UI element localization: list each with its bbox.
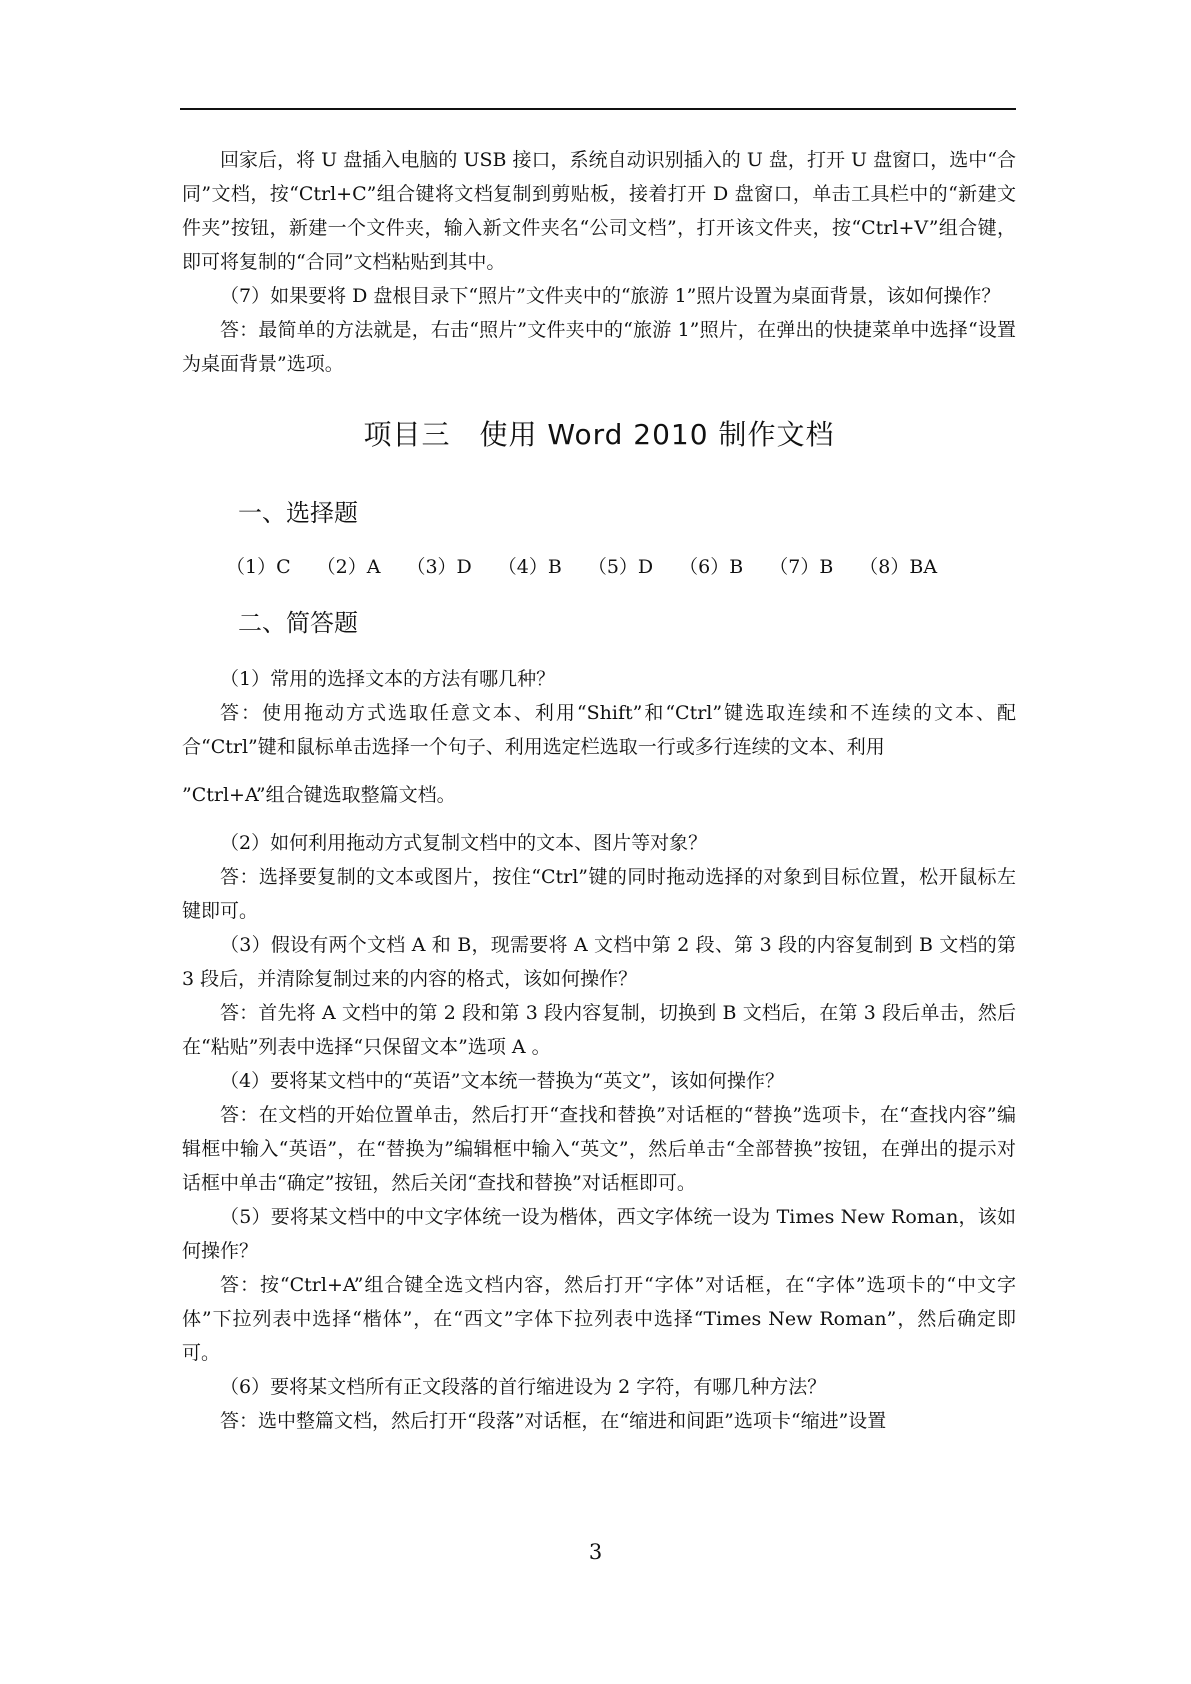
choice-answer: （8）BA xyxy=(859,556,938,578)
question-1: （1）常用的选择文本的方法有哪几种？ xyxy=(220,668,556,690)
choice-answer: （4）B xyxy=(497,556,562,578)
section-title-short-answer: 二、简答题 xyxy=(238,609,358,637)
page-content xyxy=(182,143,1016,1438)
question-7: （7）如果要将 D 盘根目录下“照片”文件夹中的“旅游 1”照片设置为桌面背景，该如何操作？ xyxy=(220,285,1001,307)
answer-2: 答：选择要复制的文本或图片，按住“Ctrl”键的同时拖动选择的对象到目标位置，松开鼠标左键即可。 xyxy=(182,866,1016,922)
chapter-title: 项目三 使用 Word 2010 制作文档 xyxy=(363,418,835,451)
intro-paragraph: 回家后，将 U 盘插入电脑的 USB 接口，系统自动识别插入的 U 盘，打开 U 盘窗口，选中“合同”文档，按“Ctrl+C”组合键将文档复制到剪贴板，接着打开 D 盘窗口，单击工具栏中的“新建文件夹”按钮，新建一个文件夹，输入新文件夹名“公司文档”，打开该文件夹，按“Ctrl+V”组合键，即可将复制的“合同”文档粘贴到其中。 xyxy=(182,149,1016,273)
answer-3: 答：首先将 A 文档中的第 2 段和第 3 段内容复制，切换到 B 文档后，在第 3 段后单击，然后在“粘贴”列表中选择“只保留文本”选项 A 。 xyxy=(182,1002,1016,1058)
header-rule xyxy=(180,108,1016,110)
choice-answer: （7）B xyxy=(769,556,834,578)
question-5: （5）要将某文档中的中文字体统一设为楷体，西文字体统一设为 Times New Roman，该如何操作？ xyxy=(182,1206,1016,1262)
choice-answer: （3）D xyxy=(406,556,472,578)
choice-answer: （6）B xyxy=(679,556,744,578)
answer-1: 答：使用拖动方式选取任意文本、利用“Shift”和“Ctrl”键选取连续和不连续的文本、配合“Ctrl”键和鼠标单击选择一个句子、利用选定栏选取一行或多行连续的文本、利用 xyxy=(182,702,1016,758)
answer-1-continued: ”Ctrl+A”组合键选取整篇文档。 xyxy=(182,784,456,806)
choice-answer: （2）A xyxy=(316,556,381,578)
question-4: （4）要将某文档中的“英语”文本统一替换为“英文”，该如何操作？ xyxy=(220,1070,784,1092)
answer-5: 答：按“Ctrl+A”组合键全选文档内容，然后打开“字体”对话框，在“字体”选项卡的“中文字体”下拉列表中选择“楷体”，在“西文”字体下拉列表中选择“Times New Roman”，然后确定即可。 xyxy=(182,1274,1016,1364)
answer-4: 答：在文档的开始位置单击，然后打开“查找和替换”对话框的“替换”选项卡，在“查找内容”编辑框中输入“英语”，在“替换为”编辑框中输入“英文”，然后单击“全部替换”按钮，在弹出的提示对话框中单击“确定”按钮，然后关闭“查找和替换”对话框即可。 xyxy=(182,1104,1016,1194)
choice-answer: （5）D xyxy=(587,556,654,578)
question-2: （2）如何利用拖动方式复制文档中的文本、图片等对象？ xyxy=(220,832,708,854)
answer-6: 答：选中整篇文档，然后打开“段落”对话框，在“缩进和间距”选项卡“缩进”设置 xyxy=(220,1410,887,1432)
choice-answers xyxy=(226,552,1016,579)
page-number: 3 xyxy=(588,1540,603,1564)
section-title-choice: 一、选择题 xyxy=(238,499,358,527)
question-6: （6）要将某文档所有正文段落的首行缩进设为 2 字符，有哪几种方法？ xyxy=(220,1376,827,1398)
question-3: （3）假设有两个文档 A 和 B，现需要将 A 文档中第 2 段、第 3 段的内容复制到 B 文档的第 3 段后，并清除复制过来的内容的格式，该如何操作？ xyxy=(182,934,1016,990)
choice-answer: （1）C xyxy=(226,556,291,578)
answer-7: 答：最简单的方法就是，右击“照片”文件夹中的“旅游 1”照片，在弹出的快捷菜单中选择“设置为桌面背景”选项。 xyxy=(182,319,1016,375)
